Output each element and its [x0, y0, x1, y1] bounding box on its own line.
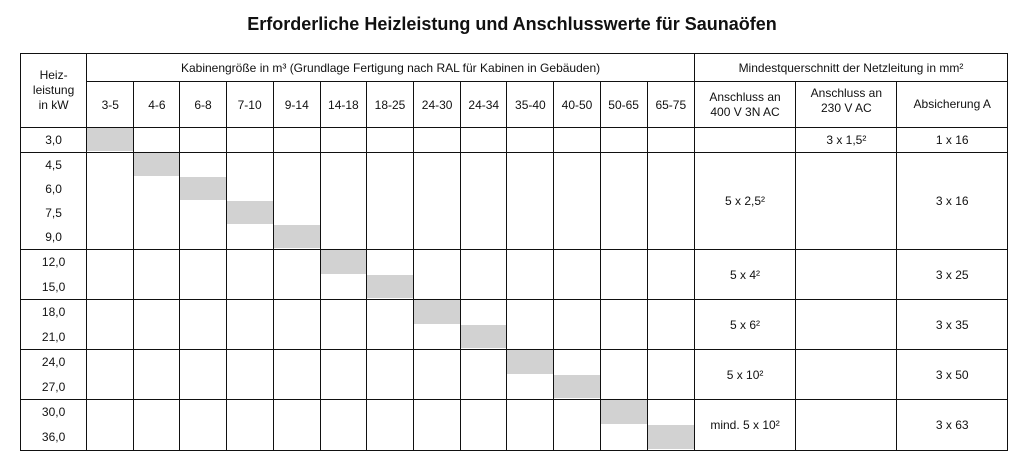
- size-cell: [366, 300, 413, 350]
- size-cell: [414, 128, 461, 153]
- size-cell: [507, 153, 554, 250]
- size-cell: [273, 250, 320, 300]
- size-cell: [554, 153, 600, 250]
- size-cell: [226, 153, 273, 250]
- shaded-marker: [134, 153, 179, 176]
- size-cell: [180, 350, 226, 400]
- absicherung-value: 3 x 25: [897, 250, 1008, 300]
- size-cell: [134, 250, 180, 300]
- size-cell: [180, 300, 226, 350]
- size-header: 40-50: [554, 82, 600, 128]
- size-cell: [600, 350, 647, 400]
- anschluss-400-value: 5 x 4²: [694, 250, 795, 300]
- shaded-marker: [227, 201, 273, 224]
- shaded-marker: [367, 275, 413, 299]
- kw-value: 9,0: [45, 230, 62, 244]
- size-cell: [414, 153, 461, 250]
- size-cell: [180, 128, 226, 153]
- kw-value: 12,0: [41, 255, 66, 269]
- size-cell: [461, 350, 507, 400]
- size-cell: [366, 250, 413, 300]
- document-title: Erforderliche Heizleistung und Anschlusswerte für Saunaöfen: [247, 14, 777, 34]
- size-cell: [320, 300, 366, 350]
- kw-value: 7,5: [45, 206, 62, 220]
- size-cell: [554, 350, 600, 400]
- size-header: 65-75: [647, 82, 694, 128]
- size-cell: [87, 400, 134, 451]
- size-cell: [461, 128, 507, 153]
- kw-value: 36,0: [41, 430, 66, 444]
- size-cell: [273, 300, 320, 350]
- size-cell: [180, 250, 226, 300]
- size-cell: [507, 128, 554, 153]
- size-cell: [226, 250, 273, 300]
- size-header: 18-25: [366, 82, 413, 128]
- size-cell: [600, 400, 647, 451]
- kw-cell: [21, 300, 87, 350]
- absicherung-value: 3 x 35: [897, 300, 1008, 350]
- size-cell: [87, 300, 134, 350]
- size-cell: [180, 400, 226, 451]
- size-cell: [554, 250, 600, 300]
- size-header: 4-6: [134, 82, 180, 128]
- kw-value: 3,0: [45, 133, 62, 147]
- anschluss-230-header: [796, 82, 897, 128]
- size-cell: [273, 350, 320, 400]
- heizleistung-header-line1: Heiz-: [39, 68, 68, 82]
- size-cell: [226, 128, 273, 153]
- size-cell: [87, 350, 134, 400]
- size-header: 24-30: [414, 82, 461, 128]
- size-cell: [134, 153, 180, 250]
- size-header: 35-40: [507, 82, 554, 128]
- size-header: 14-18: [320, 82, 366, 128]
- size-cell: [366, 153, 413, 250]
- anschluss-400-line1: Anschluss an: [709, 89, 781, 104]
- kw-value: 6,0: [45, 182, 62, 196]
- size-cell: [273, 400, 320, 451]
- shaded-marker: [321, 250, 366, 274]
- mindest-header: Mindestquerschnitt der Netzleitung in mm²: [694, 54, 1007, 82]
- kw-value: 21,0: [41, 329, 66, 344]
- kw-value: 15,0: [41, 279, 66, 294]
- table-row: [21, 350, 1008, 400]
- table-row: [21, 300, 1008, 350]
- size-cell: [600, 128, 647, 153]
- size-cell: [507, 300, 554, 350]
- size-cell: [320, 128, 366, 153]
- size-cell: [180, 153, 226, 250]
- size-cell: [320, 400, 366, 451]
- anschluss-400-value: 5 x 6²: [694, 300, 795, 350]
- anschluss-400-value: mind. 5 x 10²: [694, 400, 795, 451]
- size-cell: [554, 128, 600, 153]
- size-cell: [461, 250, 507, 300]
- shaded-marker: [180, 177, 225, 200]
- size-cell: [461, 300, 507, 350]
- anschluss-230-value: [796, 350, 897, 400]
- shaded-marker: [554, 375, 599, 399]
- size-cell: [226, 350, 273, 400]
- size-cell: [507, 400, 554, 451]
- kw-value: 30,0: [41, 405, 66, 419]
- heizleistung-header-line3: in kW: [38, 98, 69, 112]
- size-cell: [647, 300, 694, 350]
- size-header: 6-8: [180, 82, 226, 128]
- kw-cell: [21, 350, 87, 400]
- anschluss-230-line1: Anschluss an: [810, 86, 883, 100]
- kw-value: 27,0: [41, 379, 66, 394]
- size-cell: [226, 400, 273, 451]
- size-cell: [87, 153, 134, 250]
- kw-value: 18,0: [41, 305, 66, 319]
- size-cell: [320, 250, 366, 300]
- size-cell: [366, 128, 413, 153]
- size-cell: [273, 128, 320, 153]
- size-cell: [600, 300, 647, 350]
- anschluss-230-value: 3 x 1,5²: [796, 128, 897, 153]
- absicherung-value: 3 x 63: [897, 400, 1008, 451]
- size-cell: [134, 350, 180, 400]
- table-row: [21, 128, 1008, 153]
- size-cell: [273, 153, 320, 250]
- anschluss-400-line2: 400 V 3N AC: [710, 104, 780, 119]
- absicherung-value: 3 x 16: [897, 153, 1008, 250]
- size-cell: [507, 250, 554, 300]
- absicherung-header: Absicherung A: [897, 82, 1008, 128]
- shaded-marker: [87, 128, 133, 151]
- anschluss-230-value: [796, 300, 897, 350]
- absicherung-value: 1 x 16: [897, 128, 1008, 153]
- anschluss-230-value: [796, 250, 897, 300]
- anschluss-230-value: [796, 400, 897, 451]
- table-row: [21, 153, 1008, 250]
- table-row: [21, 400, 1008, 451]
- size-cell: [226, 300, 273, 350]
- shaded-marker: [601, 400, 647, 424]
- size-cell: [600, 250, 647, 300]
- kabinen-header: Kabinengröße in m³ (Grundlage Fertigung nach RAL für Kabinen in Gebäuden): [87, 54, 695, 82]
- size-cell: [461, 400, 507, 451]
- size-cell: [134, 300, 180, 350]
- anschluss-400-value: [694, 128, 795, 153]
- size-cell: [507, 350, 554, 400]
- size-cell: [647, 400, 694, 451]
- size-cell: [554, 300, 600, 350]
- shaded-marker: [274, 225, 320, 248]
- heizleistung-header-line2: leistung: [32, 83, 75, 97]
- size-cell: [320, 153, 366, 250]
- anschluss-230-value: [796, 153, 897, 250]
- size-header: 3-5: [87, 82, 134, 128]
- size-cell: [134, 128, 180, 153]
- size-cell: [320, 350, 366, 400]
- size-header: 24-34: [461, 82, 507, 128]
- shaded-marker: [414, 300, 460, 324]
- heating-table: [20, 53, 1008, 451]
- size-cell: [647, 350, 694, 400]
- size-header: 7-10: [226, 82, 273, 128]
- size-cell: [414, 250, 461, 300]
- shaded-marker: [461, 325, 506, 349]
- kw-value: 4,5: [45, 158, 62, 172]
- size-cell: [134, 400, 180, 451]
- size-cell: [461, 153, 507, 250]
- shaded-marker: [507, 350, 553, 374]
- size-cell: [647, 153, 694, 250]
- heizleistung-header: [21, 54, 87, 128]
- size-cell: [87, 128, 134, 153]
- size-cell: [414, 300, 461, 350]
- size-cell: [647, 128, 694, 153]
- absicherung-value: 3 x 50: [897, 350, 1008, 400]
- kw-cell: [21, 400, 87, 451]
- size-cell: [414, 400, 461, 451]
- anschluss-400-header: [694, 82, 795, 128]
- size-cell: [366, 350, 413, 400]
- kw-value: 24,0: [41, 355, 66, 369]
- size-header: 9-14: [273, 82, 320, 128]
- anschluss-400-value: 5 x 10²: [694, 350, 795, 400]
- size-cell: [414, 350, 461, 400]
- size-cell: [647, 250, 694, 300]
- anschluss-400-value: 5 x 2,5²: [694, 153, 795, 250]
- size-header: 50-65: [600, 82, 647, 128]
- kw-cell: [21, 250, 87, 300]
- anschluss-230-line2: 230 V AC: [820, 101, 872, 115]
- shaded-marker: [648, 425, 694, 449]
- kw-cell: [21, 128, 87, 153]
- size-cell: [366, 400, 413, 451]
- kw-cell: [21, 153, 87, 250]
- table-row: [21, 250, 1008, 300]
- size-cell: [87, 250, 134, 300]
- size-cell: [600, 153, 647, 250]
- size-cell: [554, 400, 600, 451]
